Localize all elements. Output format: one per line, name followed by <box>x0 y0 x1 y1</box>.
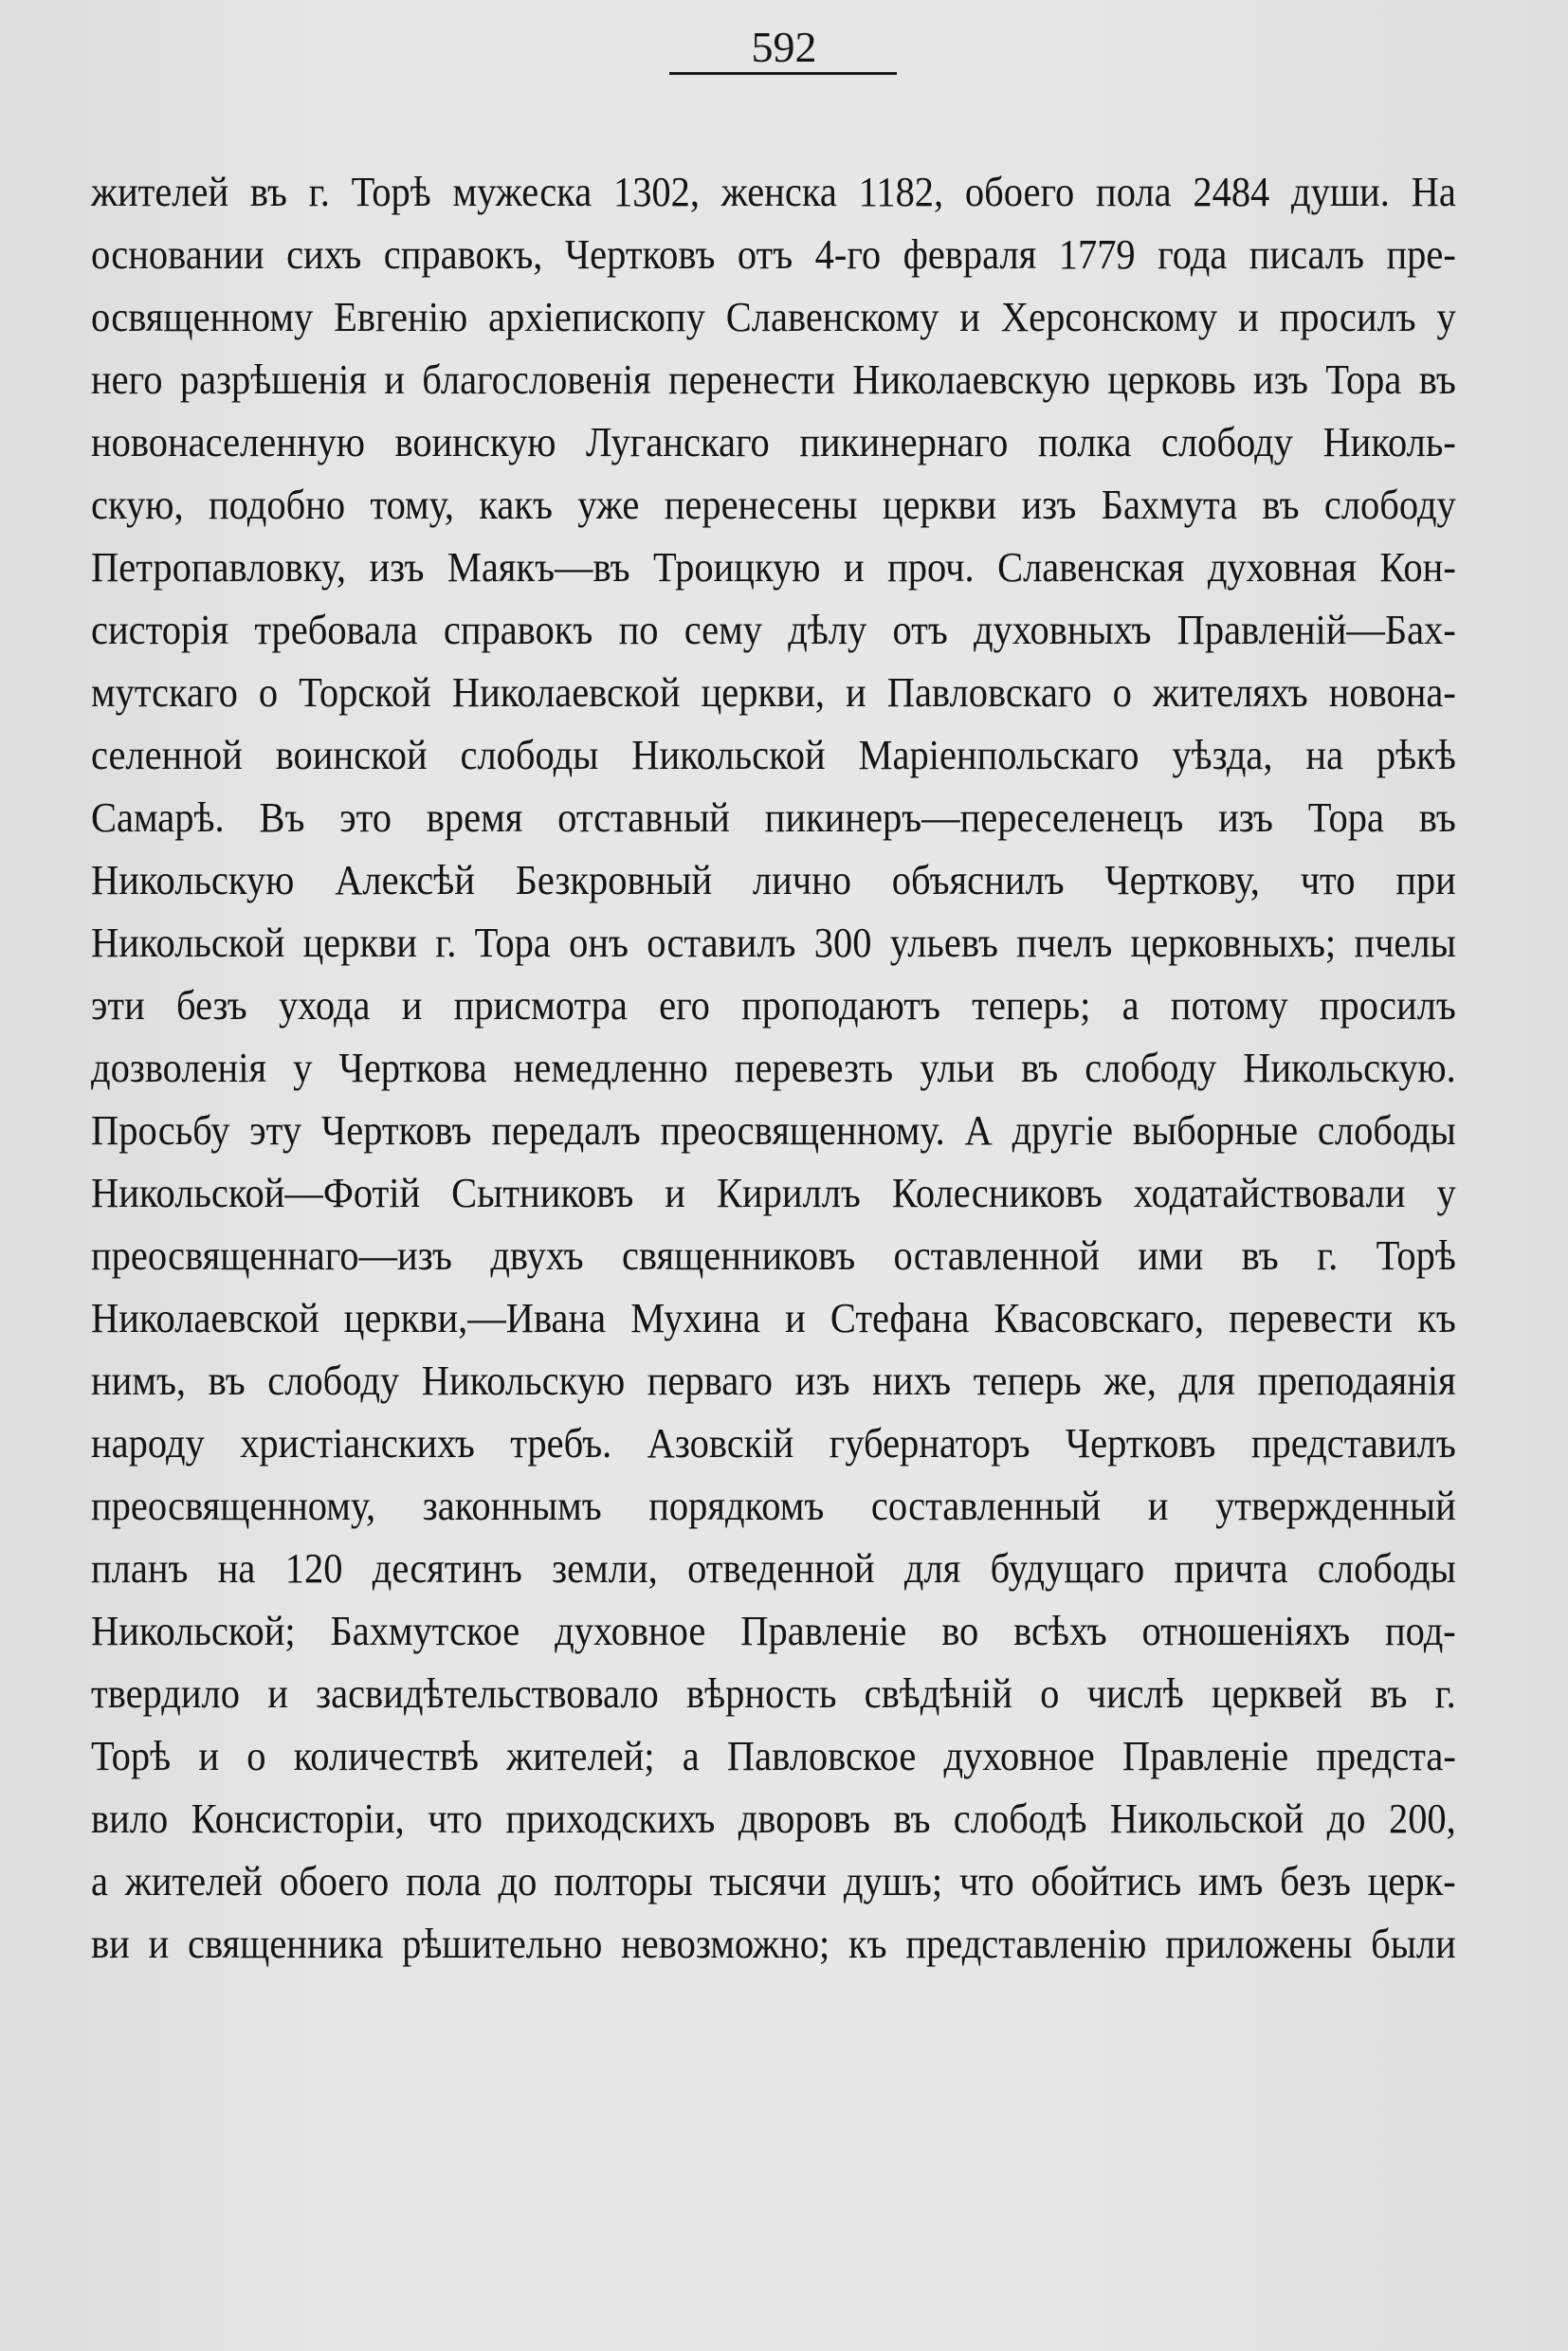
page-number: 592 <box>751 23 817 71</box>
text-line: эти безъ ухода и присмотра его проподаютъ теперь; а потому просилъ <box>91 982 1456 1029</box>
text-line: него разрѣшенія и благословенія перенести Николаевскую церковь изъ Тора въ <box>91 356 1456 403</box>
body-text <box>91 161 1456 1976</box>
text-line: ви и священника рѣшительно невозможно; къ представленію приложены были <box>91 1921 1456 1967</box>
text-line: Петропавловку, изъ Маякъ—въ Троицкую и проч. Славенская духовная Кон- <box>91 544 1456 591</box>
text-line: Самарѣ. Въ это время отставный пикинеръ—переселенецъ изъ Тора въ <box>91 794 1456 841</box>
text-line: скую, подобно тому, какъ уже перенесены церкви изъ Бахмута въ слободу <box>91 482 1456 528</box>
text-line: Просьбу эту Чертковъ передалъ преосвященному. А другіе выборные слободы <box>91 1107 1456 1154</box>
text-line: Николаевской церкви,—Ивана Мухина и Стефана Квасовскаго, перевести къ <box>91 1295 1456 1341</box>
text-line: народу христіанскихъ требъ. Азовскій губернаторъ Чертковъ представилъ <box>91 1420 1456 1467</box>
text-line: планъ на 120 десятинъ земли, отведенной для будущаго причта слободы <box>91 1545 1456 1592</box>
text-line: дозволенія у Черткова немедленно перевезть ульи въ слободу Никольскую. <box>91 1045 1456 1091</box>
page-number-rule <box>669 72 897 75</box>
text-line: твердило и засвидѣтельствовало вѣрность свѣдѣній о числѣ церквей въ г. <box>91 1670 1456 1717</box>
text-line: Никольскую Алексѣй Безкровный лично объяснилъ Черткову, что при <box>91 857 1456 903</box>
text-line: систорія требовала справокъ по сему дѣлу отъ духовныхъ Правленій—Бах- <box>91 607 1456 653</box>
text-line: Никольской церкви г. Тора онъ оставилъ 300 ульевъ пчелъ церковныхъ; пчелы <box>91 920 1456 966</box>
text-line: а жителей обоего пола до полторы тысячи душъ; что обойтись имъ безъ церк- <box>91 1858 1456 1904</box>
text-line: преосвященнаго—изъ двухъ священниковъ оставленной ими въ г. Торѣ <box>91 1232 1456 1279</box>
text-line: Никольской; Бахмутское духовное Правленіе во всѣхъ отношеніяхъ под- <box>91 1608 1456 1654</box>
text-line: жителей въ г. Торѣ мужеска 1302, женска 1182, обоего пола 2484 души. На <box>91 169 1456 215</box>
text-line: Никольской—Фотій Сытниковъ и Кириллъ Колесниковъ ходатайствовали у <box>91 1170 1456 1216</box>
text-line: освященному Евгенію архіепископу Славенскому и Херсонскому и просилъ у <box>91 294 1456 340</box>
text-line: основании сихъ справокъ, Чертковъ отъ 4-го февраля 1779 года писалъ пре- <box>91 231 1456 278</box>
text-line: преосвященному, законнымъ порядкомъ составленный и утвержденный <box>91 1483 1456 1529</box>
text-line: селенной воинской слободы Никольской Маріенпольскаго уѣзда, на рѣкѣ <box>91 732 1456 778</box>
text-line: нимъ, въ слободу Никольскую перваго изъ нихъ теперь же, для преподаянія <box>91 1358 1456 1404</box>
text-line: вило Консисторіи, что приходскихъ дворовъ въ слободѣ Никольской до 200, <box>91 1795 1456 1842</box>
text-line: новонаселенную воинскую Луганскаго пикинернаго полка слободу Николь- <box>91 419 1456 465</box>
text-line: мутскаго о Торской Николаевской церкви, и Павловскаго о жителяхъ новона- <box>91 669 1456 716</box>
text-line: Торѣ и о количествѣ жителей; а Павловское духовное Правленіе предста- <box>91 1733 1456 1779</box>
